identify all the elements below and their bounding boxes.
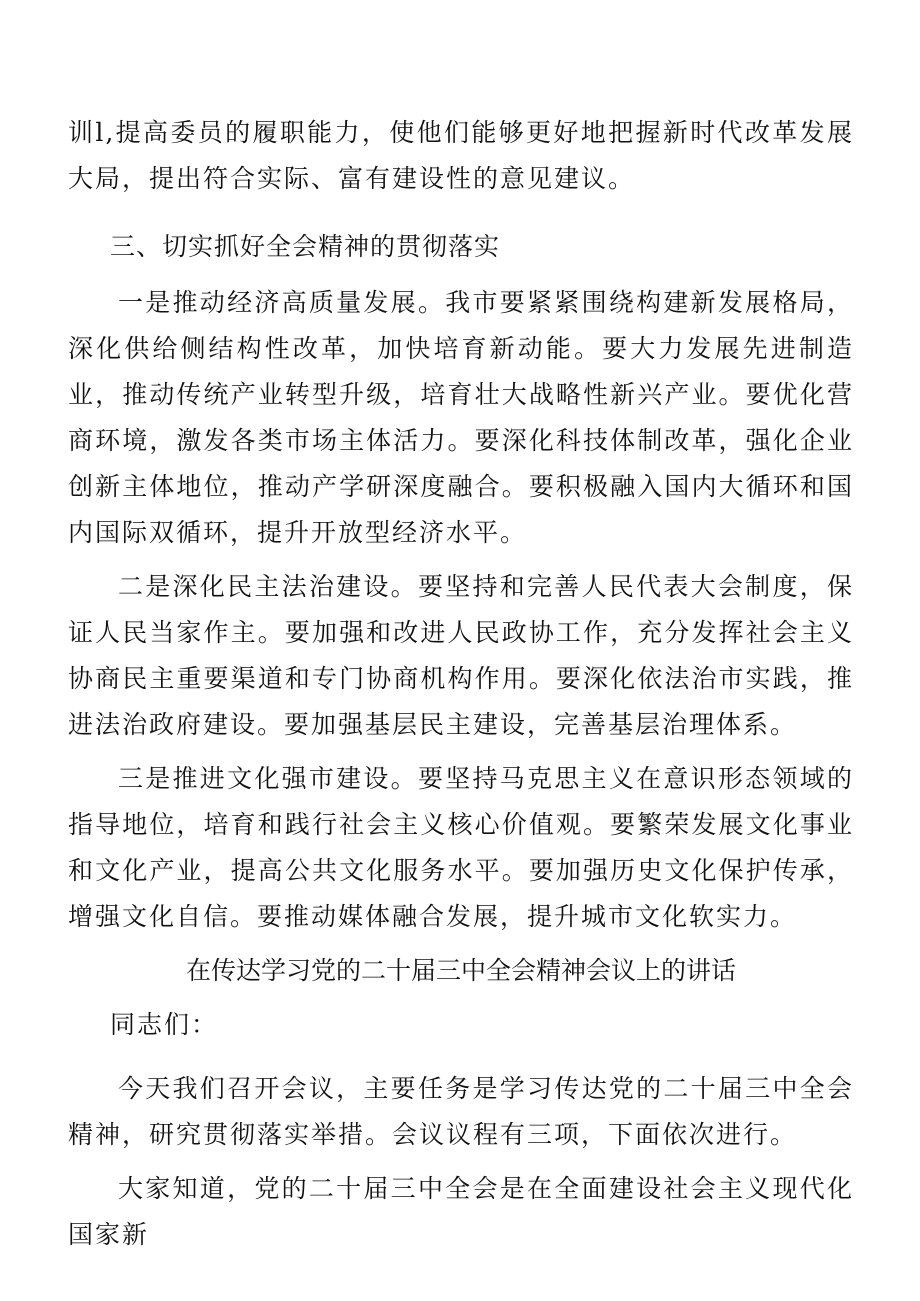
salutation: 同志们： <box>110 1010 219 1039</box>
paragraph-intro-continuation: 训l,提高委员的履职能力，使他们能够更好地把握新时代改革发展大局，提出符合实际、富有建设性的意见建议。 <box>68 118 854 193</box>
section-heading-three: 三、切实抓好全会精神的贯彻落实 <box>110 232 501 261</box>
paragraph-meeting-purpose: 今天我们召开会议，主要任务是学习传达党的二十届三中全会精神，研究贯彻落实举措。会议议程有三项，下面依次进行。 <box>68 1074 854 1149</box>
paragraph-plenum-context: 大家知道，党的二十届三中全会是在全面建设社会主义现代化国家新 <box>68 1174 854 1249</box>
paragraph-culture: 三是推进文化强市建设。要坚持马克思主义在意识形态领域的指导地位，培育和践行社会主义核心价值观。要繁荣发展文化事业和文化产业，提高公共文化服务水平。要加强历史文化保护传承，增强文化自信。要推动媒体融合发展，提升城市文化软实力。 <box>68 764 854 931</box>
paragraph-economy: 一是推动经济高质量发展。我市要紧紧围绕构建新发展格局，深化供给侧结构性改革，加快培育新动能。要大力发展先进制造业，推动传统产业转型升级，培育壮大战略性新兴产业。要优化营商环境，激发各类市场主体活力。要深化科技体制改革，强化企业创新主体地位，推动产学研深度融合。要积极融入国内大循环和国内国际双循环，提升开放型经济水平。 <box>68 288 854 547</box>
document-body <box>68 110 854 1266</box>
speech-title: 在传达学习党的二十届三中全会精神会议上的讲话 <box>185 956 736 985</box>
paragraph-democracy-law: 二是深化民主法治建设。要坚持和完善人民代表大会制度，保证人民当家作主。要加强和改进人民政协工作，充分发挥社会主义协商民主重要渠道和专门协商机构作用。要深化依法治市实践，推进法治政府建设。要加强基层民主建设，完善基层治理体系。 <box>68 572 854 739</box>
